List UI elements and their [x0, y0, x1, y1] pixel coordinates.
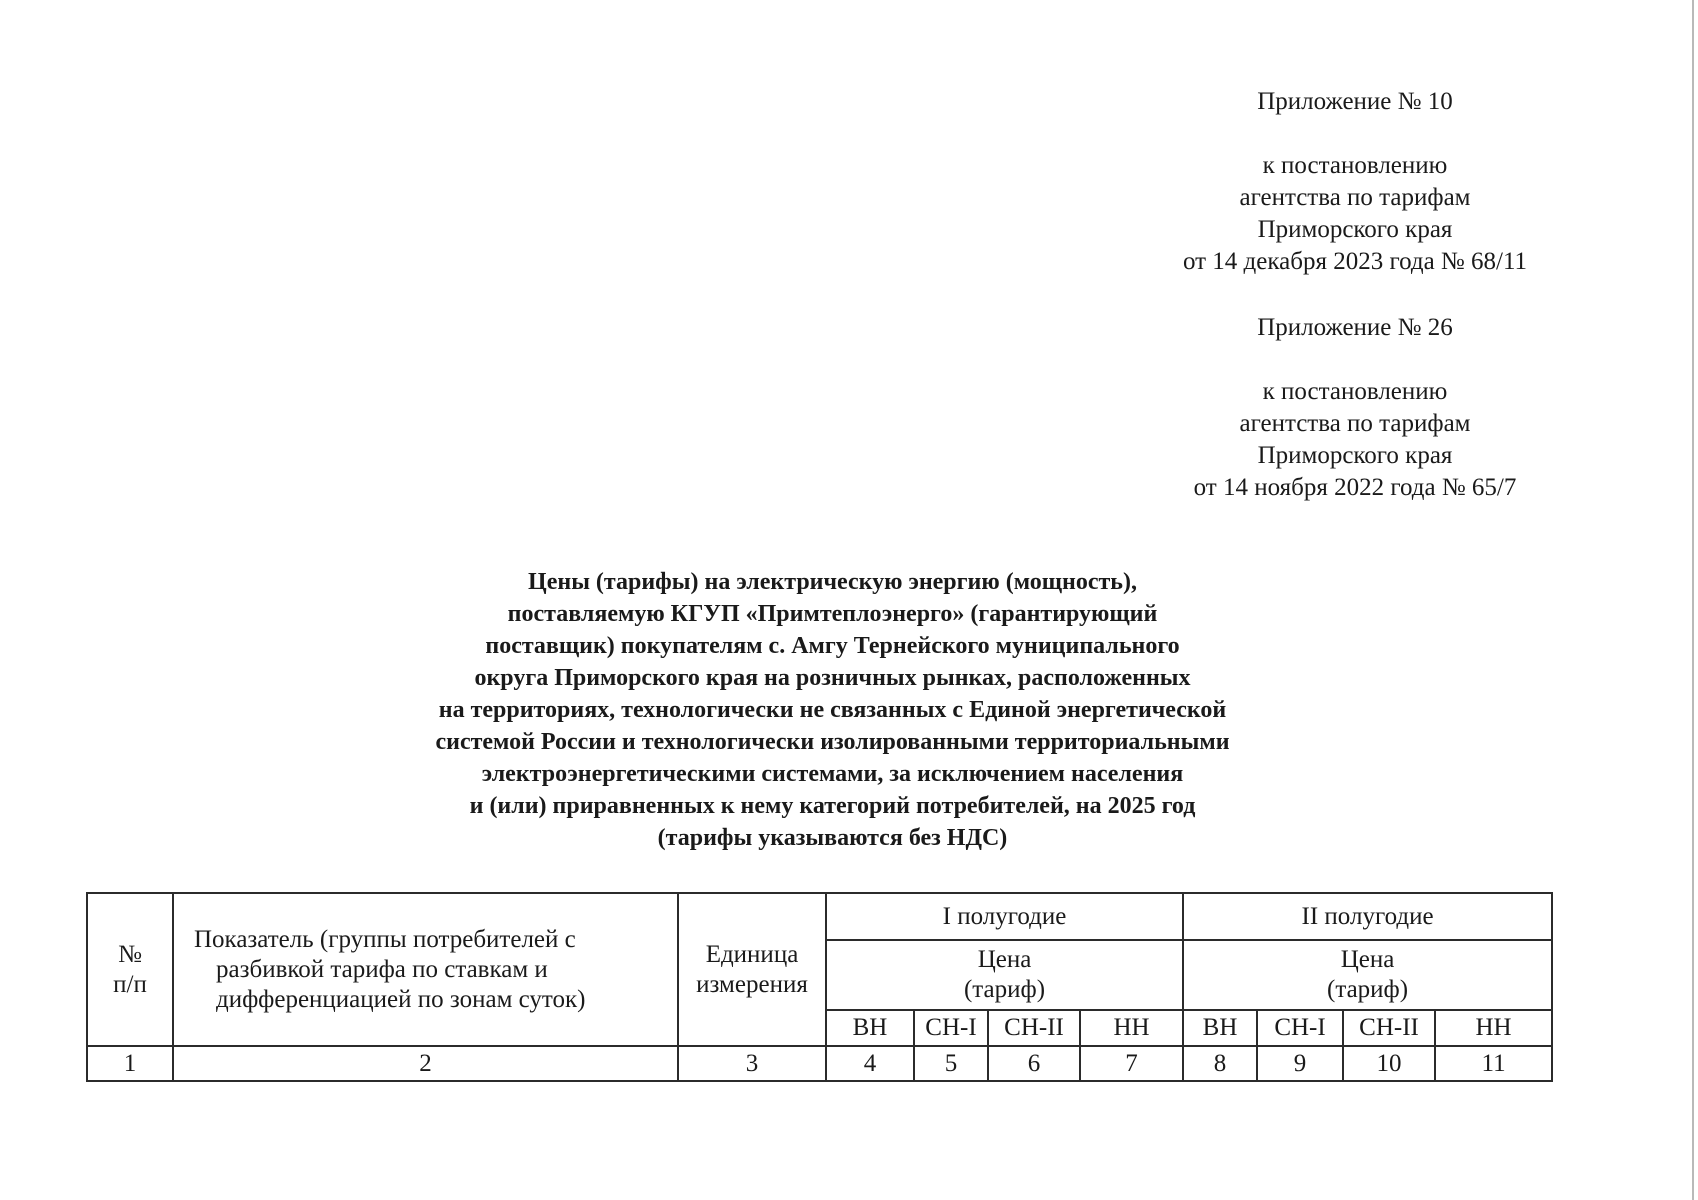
document-title [330, 566, 1335, 854]
appendix-line: от 14 декабря 2023 года № 68/11 [1182, 248, 1528, 275]
header-voltage: НН [1080, 1010, 1183, 1046]
header-voltage: СН-II [988, 1010, 1080, 1046]
header-price-2 [1183, 940, 1552, 1010]
appendix-block [1150, 86, 1560, 278]
title-line: на территориях, технологически не связанных с Единой энергетической [438, 697, 1227, 723]
header-voltage: СН-I [914, 1010, 988, 1046]
title-line: поставщик) покупателям с. Амгу Тернейского муниципального [485, 633, 1180, 659]
appendix-line: Приморского края [1257, 216, 1453, 243]
header-unit [678, 893, 826, 1046]
column-number: 6 [988, 1046, 1080, 1081]
header-price-line: (тариф) [1327, 976, 1409, 1003]
title-line: системой России и технологически изолированными территориальными [435, 729, 1230, 755]
header-number-line: п/п [113, 970, 147, 998]
header-half-2: II полугодие [1183, 893, 1552, 940]
title-line: поставляемую КГУП «Примтеплоэнерго» (гарантирующий [507, 601, 1158, 627]
header-number [87, 893, 173, 1046]
header-indicator-line: разбивкой тарифа по ставкам и [216, 955, 548, 983]
column-number: 8 [1183, 1046, 1257, 1081]
header-number-line: № [118, 940, 142, 968]
column-number: 4 [826, 1046, 914, 1081]
header-price-line: Цена [977, 946, 1032, 973]
column-number: 10 [1343, 1046, 1435, 1081]
appendix-line: Приморского края [1257, 442, 1453, 469]
header-half-1: I полугодие [826, 893, 1183, 940]
appendix-line: от 14 ноября 2022 года № 65/7 [1193, 474, 1517, 501]
column-number: 2 [173, 1046, 678, 1081]
table-header-row [87, 893, 1552, 940]
title-line: Цены (тарифы) на электрическую энергию (мощность), [528, 569, 1137, 595]
title-line: электроэнергетическими системами, за исключением населения [481, 761, 1184, 787]
header-voltage: СН-II [1343, 1010, 1435, 1046]
header-indicator [173, 893, 678, 1046]
appendix-line: к постановлению [1262, 378, 1448, 405]
header-indicator-line: Показатель (группы потребителей с [194, 925, 576, 953]
column-number: 3 [678, 1046, 826, 1081]
appendix-line: агентства по тарифам [1239, 410, 1471, 437]
column-number: 9 [1257, 1046, 1343, 1081]
header-price-line: (тариф) [963, 976, 1046, 1003]
scan-edge [1692, 0, 1694, 1200]
column-number: 7 [1080, 1046, 1183, 1081]
header-voltage: ВН [826, 1010, 914, 1046]
header-unit-line: Единица [705, 940, 799, 968]
appendix-block [1150, 312, 1560, 504]
appendix-title: Приложение № 10 [1257, 88, 1453, 115]
header-unit-line: измерения [696, 970, 808, 998]
column-number: 1 [87, 1046, 173, 1081]
header-voltage: ВН [1183, 1010, 1257, 1046]
spacer [1150, 118, 1560, 150]
title-line: округа Приморского края на розничных рынках, расположенных [474, 665, 1191, 691]
header-voltage: НН [1435, 1010, 1552, 1046]
appendix-title: Приложение № 26 [1257, 314, 1453, 341]
header-voltage: СН-I [1257, 1010, 1343, 1046]
title-line: (тарифы указываются без НДС) [657, 825, 1008, 851]
appendix-line: агентства по тарифам [1239, 184, 1471, 211]
header-indicator-line: дифференциацией по зонам суток) [216, 985, 586, 1013]
header-price-1 [826, 940, 1183, 1010]
appendix-line: к постановлению [1262, 152, 1448, 179]
header-price-line: Цена [1340, 946, 1395, 973]
title-line: и (или) приравненных к нему категорий потребителей, на 2025 год [469, 793, 1196, 819]
column-number: 11 [1435, 1046, 1552, 1081]
column-number-row [87, 1046, 1552, 1081]
tariff-table [86, 892, 1553, 1082]
column-number: 5 [914, 1046, 988, 1081]
spacer [1150, 344, 1560, 376]
